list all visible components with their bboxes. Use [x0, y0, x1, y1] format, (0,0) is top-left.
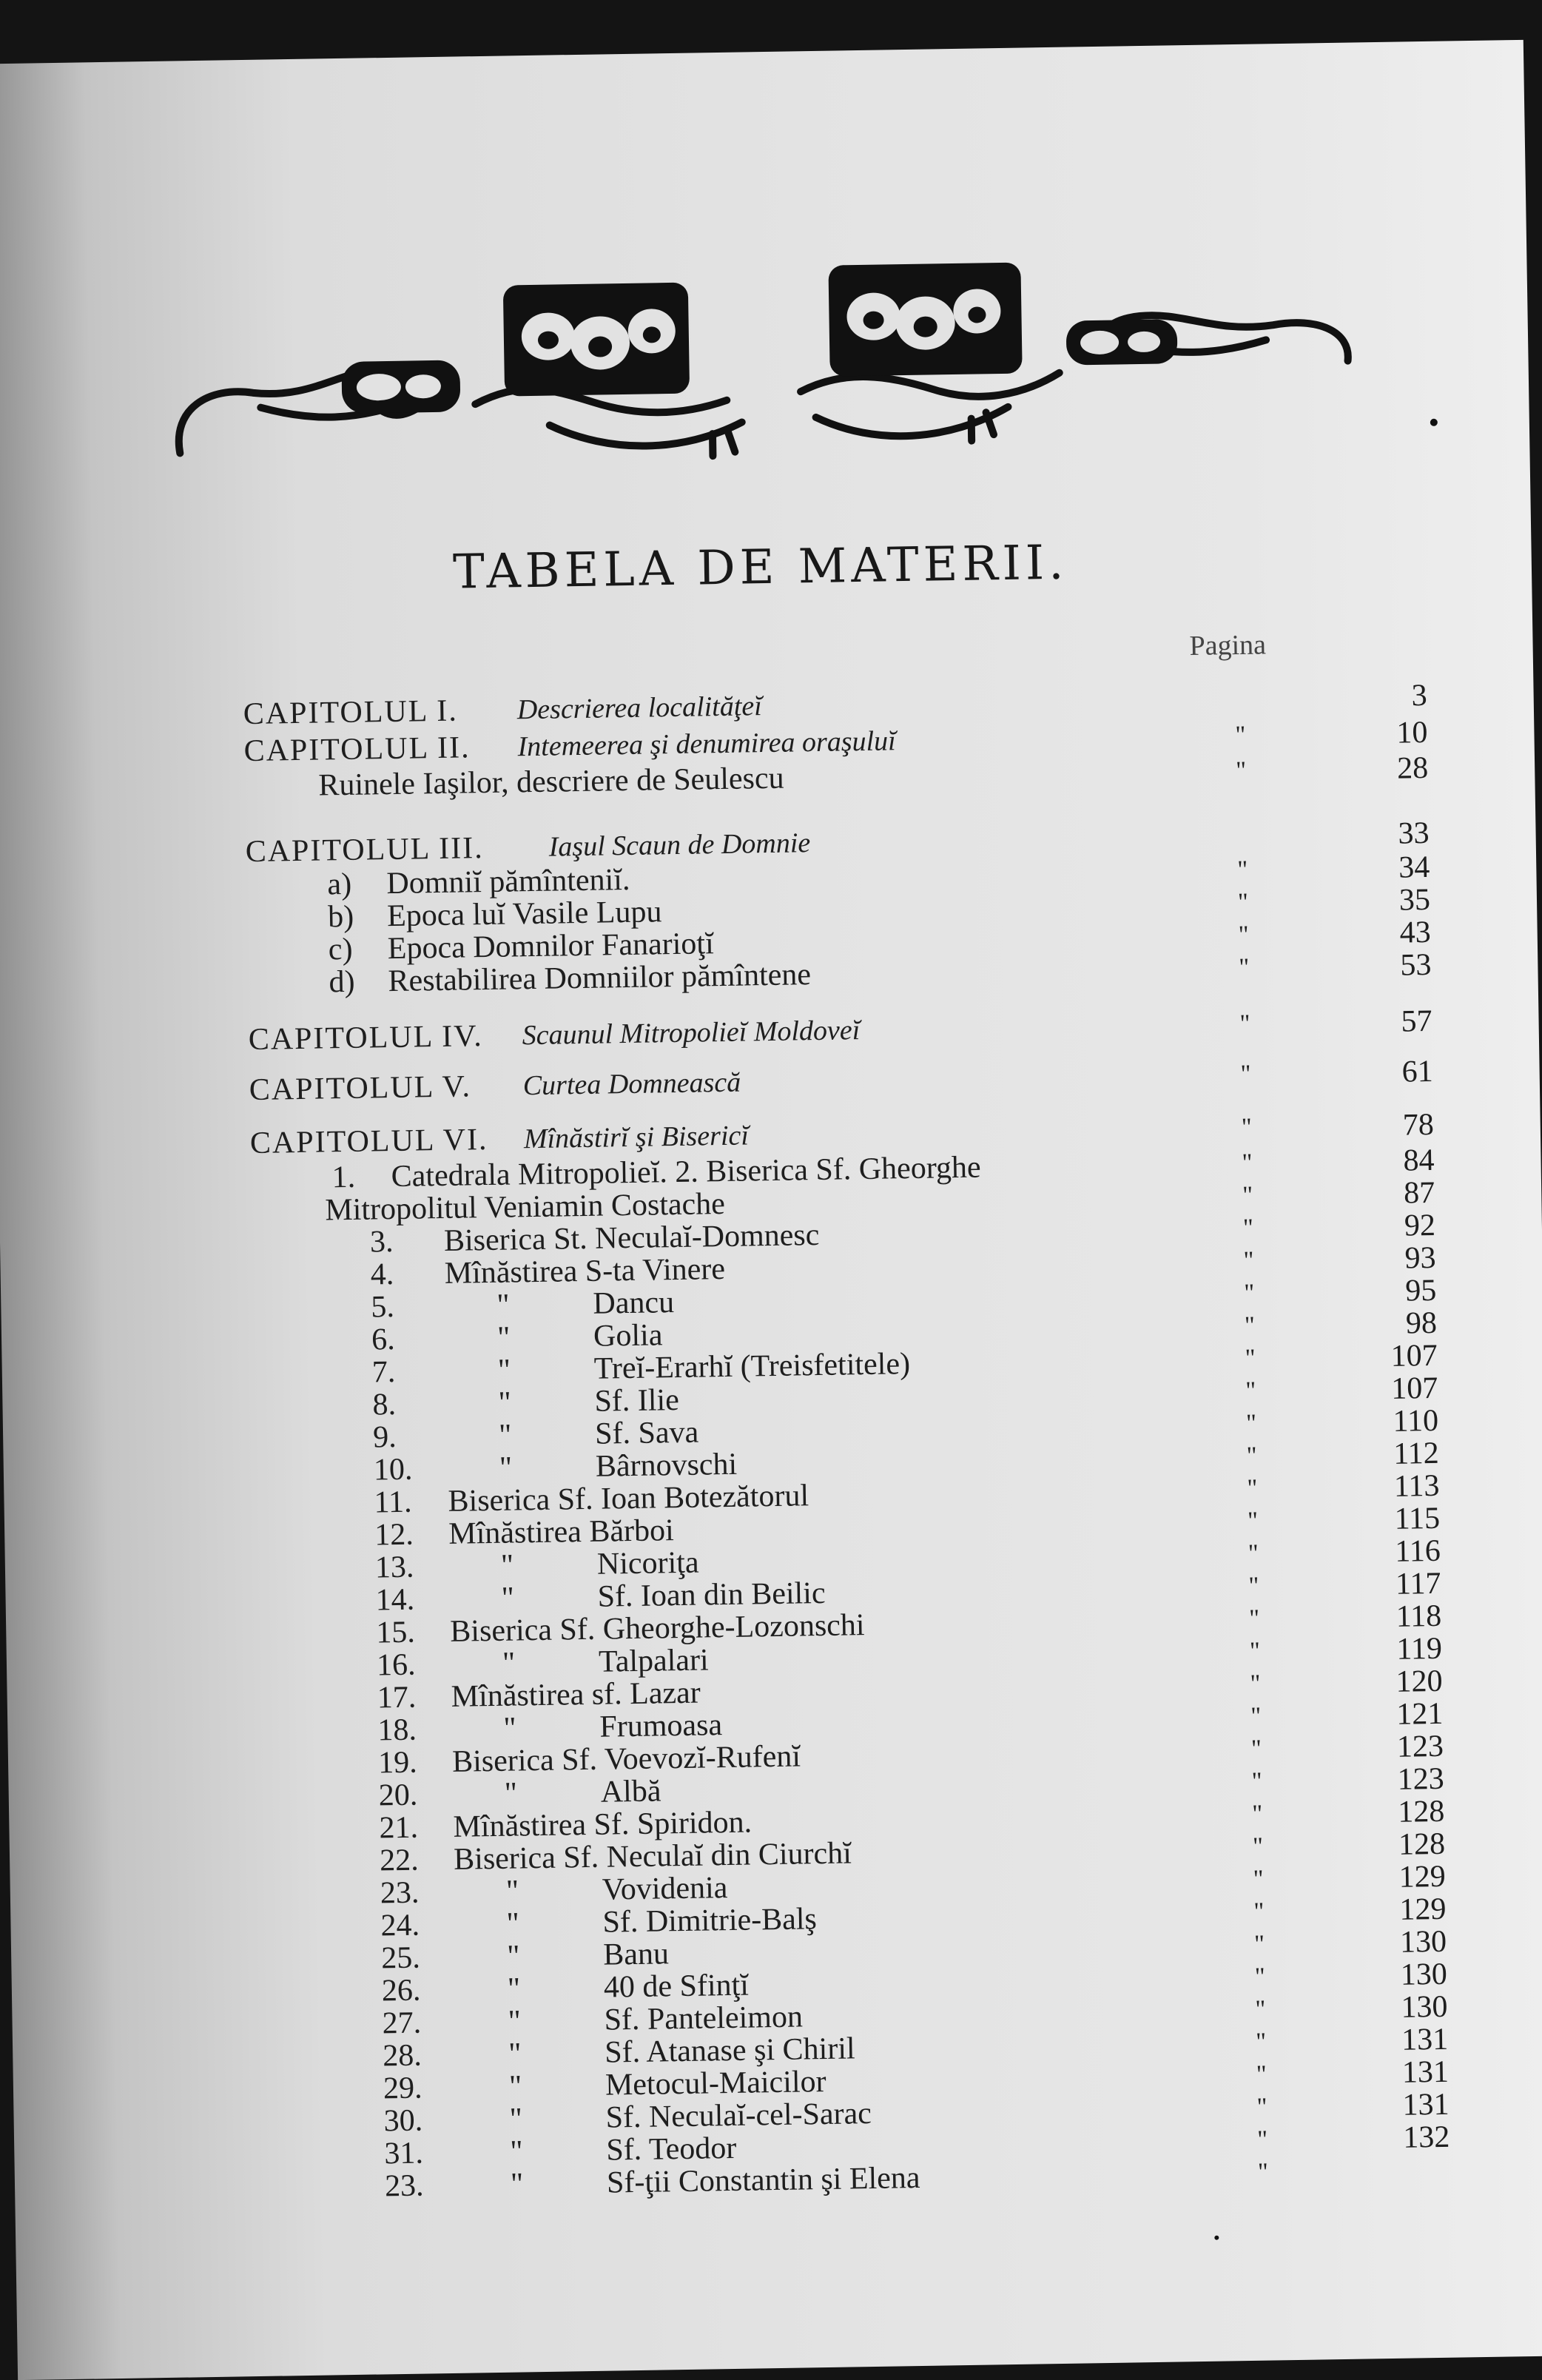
- ditto-mark: ": [501, 1581, 515, 1616]
- page-number: 3: [1411, 678, 1428, 713]
- page-number: 128: [1398, 1826, 1446, 1862]
- page-ditto-mark: ": [1242, 1181, 1253, 1209]
- item-title: Domniĭ pămînteniĭ.: [386, 862, 630, 901]
- item-number: 24.: [380, 1908, 420, 1943]
- page-number: 95: [1404, 1273, 1437, 1308]
- item-number: 21.: [379, 1810, 419, 1846]
- page-ditto-mark: ": [1253, 1897, 1265, 1926]
- page-number: 128: [1397, 1794, 1445, 1829]
- page-ditto-mark: ": [1250, 1670, 1261, 1698]
- page-ditto-mark: ": [1248, 1604, 1260, 1633]
- page-number: 28: [1396, 750, 1429, 786]
- item-number: 15.: [375, 1615, 416, 1650]
- page-number: 118: [1395, 1599, 1442, 1634]
- item-title: Mînăstirea sf. Lazar: [451, 1675, 701, 1714]
- page-ditto-mark: ": [1239, 953, 1250, 982]
- item-title: Albă: [600, 1774, 661, 1809]
- ditto-mark: ": [505, 1874, 519, 1909]
- ink-spot: [1214, 2236, 1219, 2240]
- page-number: 93: [1404, 1240, 1436, 1276]
- item-number: d): [329, 964, 355, 1000]
- item-number: 27.: [382, 2006, 422, 2041]
- ditto-mark: ": [503, 1711, 516, 1746]
- item-number: 23.: [384, 2168, 424, 2204]
- page-number: 116: [1394, 1533, 1441, 1569]
- item-number: 9.: [372, 1419, 397, 1455]
- page-title: TABELA DE MATERII.: [452, 535, 1069, 600]
- item-title: Nicoriţa: [596, 1545, 699, 1581]
- page-ditto-mark: ": [1256, 2125, 1268, 2154]
- item-title: Metocul-Maicilor: [605, 2064, 826, 2102]
- item-title: Sf. Ioan din Beilic: [597, 1576, 826, 1614]
- item-title: Epoca Domnilor Fanarioţĭ: [387, 927, 715, 967]
- ditto-mark: ": [498, 1418, 512, 1453]
- page-ditto-mark: ": [1241, 1113, 1252, 1141]
- ditto-mark: ": [510, 2134, 523, 2169]
- page-ditto-mark: ": [1239, 1009, 1250, 1038]
- page-ditto-mark: ": [1245, 1409, 1257, 1437]
- page-number: 121: [1395, 1696, 1444, 1732]
- page-ditto-mark: ": [1257, 2158, 1269, 2186]
- item-title: Mînăstirea Bărboi: [448, 1513, 675, 1551]
- page-ditto-mark: ": [1248, 1539, 1259, 1567]
- page-number: 78: [1402, 1107, 1435, 1143]
- item-title: Sf. Panteleimon: [604, 2000, 804, 2037]
- item-number: 4.: [370, 1257, 394, 1292]
- page-number: 61: [1401, 1054, 1433, 1089]
- chapter-label: CAPITOLUL III.: [245, 831, 485, 870]
- item-number: 20.: [378, 1778, 418, 1813]
- page-ditto-mark: ": [1245, 1376, 1256, 1405]
- item-title: Frumoasa: [599, 1708, 723, 1744]
- item-number: 25.: [380, 1940, 421, 1976]
- page-number: 113: [1393, 1468, 1440, 1504]
- item-title: Biserica Sf. Voevozĭ-Rufenĭ: [451, 1739, 801, 1779]
- page-number: 130: [1400, 1957, 1448, 1992]
- page-number: 117: [1395, 1566, 1441, 1601]
- item-title: Biserica Sf. Gheorghe-Lozonschi: [449, 1608, 865, 1649]
- page-ditto-mark: ": [1235, 756, 1247, 785]
- page-number: 129: [1399, 1892, 1447, 1927]
- page-ditto-mark: ": [1254, 1963, 1265, 1991]
- page-ditto-mark: ": [1250, 1735, 1262, 1763]
- page-number: 57: [1401, 1004, 1432, 1039]
- page-ditto-mark: ": [1245, 1344, 1256, 1372]
- ditto-mark: ": [508, 2004, 522, 2039]
- page-ditto-mark: ": [1244, 1279, 1255, 1307]
- item-title: 40 de Sfinţĭ: [603, 1968, 750, 2005]
- chapter-subject: Descrierea localităţeĭ: [516, 690, 763, 726]
- page-ditto-mark: ": [1252, 1832, 1264, 1860]
- ditto-mark: ": [506, 1939, 520, 1974]
- item-title: Restabilirea Domniilor pămîntene: [388, 958, 812, 999]
- item-number: 17.: [377, 1680, 417, 1715]
- ditto-mark: ": [509, 2102, 523, 2137]
- page-ditto-mark: ": [1237, 888, 1249, 917]
- ditto-mark: ": [508, 2069, 522, 2104]
- item-title: Mitropolitul Veniamin Costache: [325, 1186, 726, 1228]
- item-title: Catedrala Mitropolieĭ. 2. Biserica Sf. Gheorghe: [391, 1150, 981, 1194]
- item-title: Sf. Ilie: [594, 1382, 680, 1419]
- ditto-mark: ": [496, 1288, 510, 1322]
- floral-ornament-header: [162, 220, 1364, 475]
- page-ditto-mark: ": [1242, 1149, 1253, 1177]
- item-number: 3.: [369, 1225, 394, 1260]
- page-ditto-mark: ": [1247, 1507, 1259, 1535]
- chapter-subject: Intemeerea şi denumirea oraşuluĭ: [517, 725, 897, 763]
- page-ditto-mark: ": [1244, 1311, 1256, 1339]
- item-title: Talpalari: [598, 1643, 709, 1679]
- item-title: Biserica St. Neculaĭ-Domnesc: [443, 1217, 820, 1258]
- chapter-subject: Curtea Domnească: [522, 1066, 741, 1102]
- page-ditto-mark: ": [1251, 1767, 1262, 1795]
- page-number: 130: [1399, 1924, 1447, 1960]
- item-number: c): [328, 932, 353, 967]
- page-number: 112: [1393, 1436, 1440, 1471]
- page-number: 120: [1395, 1664, 1443, 1699]
- page-number: 35: [1398, 882, 1431, 918]
- item-number: 10.: [373, 1452, 413, 1488]
- item-title: Dancu: [593, 1285, 675, 1321]
- toc-chapter-row: [249, 1054, 1433, 1108]
- page-number: 130: [1401, 1989, 1448, 2025]
- page-number: 34: [1398, 850, 1430, 885]
- item-title: Bârnovschi: [595, 1447, 738, 1484]
- item-number: 5.: [371, 1290, 395, 1325]
- page-ditto-mark: ": [1252, 1800, 1263, 1828]
- page-ditto-mark: ": [1256, 2093, 1267, 2121]
- item-title: Banu: [602, 1937, 670, 1972]
- chapter-subject: Scaunul Mitropolieĭ Moldoveĭ: [522, 1015, 861, 1052]
- page-number: 92: [1404, 1208, 1436, 1243]
- page-ditto-mark: ": [1238, 921, 1249, 949]
- chapter-label: CAPITOLUL II.: [243, 730, 471, 769]
- pagina-column-label: Pagina: [1189, 629, 1267, 662]
- page-number: 107: [1390, 1371, 1438, 1406]
- item-title: Treĭ-Erarhĭ (Treisfetitele): [593, 1347, 911, 1386]
- page-ditto-mark: ": [1237, 855, 1248, 884]
- item-title: Golia: [593, 1318, 663, 1354]
- chapter-label: CAPITOLUL IV.: [248, 1019, 483, 1058]
- page-ditto-mark: ": [1250, 1702, 1262, 1730]
- page-number: 131: [1401, 2022, 1449, 2057]
- page-number: 107: [1390, 1338, 1438, 1374]
- item-number: 23.: [380, 1875, 420, 1911]
- item-title: Sf. Dimitrie-Balş: [602, 1902, 818, 1940]
- page-ditto-mark: ": [1253, 1865, 1264, 1893]
- ditto-mark: ": [507, 1971, 521, 2006]
- page-number: 43: [1399, 915, 1432, 950]
- page-number: 131: [1402, 2087, 1450, 2122]
- page-ditto-mark: ": [1235, 721, 1246, 750]
- page-ditto-mark: ": [1255, 1995, 1266, 2023]
- book-page: [0, 40, 1542, 2380]
- page-ditto-mark: ": [1253, 1930, 1265, 1958]
- item-number: 8.: [372, 1387, 397, 1422]
- page-number: 33: [1398, 816, 1430, 851]
- item-number: 13.: [374, 1550, 414, 1585]
- item-title: Sf. Teodor: [606, 2131, 737, 2168]
- item-title: Sf. Atanase şi Chiril: [604, 2031, 855, 2070]
- item-number: 31.: [384, 2136, 424, 2171]
- ditto-mark: ": [508, 2037, 522, 2071]
- item-title: Vovidenia: [602, 1871, 728, 1907]
- page-ditto-mark: ": [1246, 1442, 1257, 1470]
- item-number: 18.: [377, 1712, 417, 1748]
- item-title: Sf-ţii Constantin şi Elena: [606, 2160, 920, 2200]
- page-ditto-mark: ": [1248, 1572, 1259, 1600]
- page-ditto-mark: ": [1256, 2060, 1267, 2088]
- item-number: 30.: [383, 2103, 423, 2139]
- item-number: 28.: [382, 2038, 422, 2074]
- ditto-mark: ": [498, 1385, 512, 1420]
- item-title: Biserica Sf. Ioan Botezătorul: [448, 1479, 809, 1519]
- item-title: Epoca luĭ Vasile Lupu: [386, 895, 662, 934]
- ditto-mark: ": [499, 1450, 513, 1485]
- chapter-label: CAPITOLUL V.: [249, 1069, 472, 1108]
- page-number: 123: [1396, 1729, 1444, 1764]
- item-number: 6.: [371, 1322, 395, 1357]
- page-number: 132: [1402, 2120, 1450, 2155]
- item-number: 14.: [375, 1582, 415, 1618]
- page-ditto-mark: ": [1255, 2028, 1267, 2056]
- page-ditto-mark: ": [1242, 1214, 1254, 1242]
- chapter-subject: Mînăstirĭ şi Bisericĭ: [523, 1120, 750, 1155]
- page-ditto-mark: ": [1243, 1246, 1254, 1274]
- item-number: b): [327, 899, 354, 935]
- item-number: 29.: [383, 2071, 422, 2106]
- item-number: 26.: [381, 1973, 421, 2008]
- chapter-subject: Iaşul Scaun de Domnie: [548, 827, 811, 863]
- item-number: 22.: [379, 1843, 420, 1878]
- page-number: 98: [1405, 1305, 1438, 1341]
- item-number: a): [327, 867, 352, 902]
- page-number: 10: [1396, 715, 1428, 750]
- item-title: Sf. Neculaĭ-cel-Sarac: [605, 2097, 872, 2135]
- ditto-mark: ": [506, 1906, 520, 1941]
- page-ditto-mark: ": [1249, 1637, 1261, 1665]
- page-number: 131: [1401, 2054, 1450, 2090]
- page-ditto-mark: ": [1247, 1474, 1258, 1502]
- page-number: 84: [1403, 1143, 1435, 1178]
- item-title: Sf. Sava: [594, 1415, 699, 1451]
- ditto-mark: ": [500, 1548, 514, 1583]
- item-title: Ruinele Iaşilor, descriere de Seulescu: [318, 761, 784, 803]
- item-title: Mînăstirea Sf. Spiridon.: [453, 1805, 753, 1844]
- ditto-mark: ": [496, 1320, 511, 1355]
- ink-spot: [1430, 419, 1438, 426]
- page-number: 110: [1393, 1403, 1439, 1439]
- page-number: 115: [1394, 1501, 1441, 1536]
- page-ditto-mark: ": [1240, 1060, 1251, 1089]
- item-number: 7.: [371, 1354, 396, 1390]
- page-number: 119: [1396, 1631, 1443, 1667]
- toc-chapter-row: [248, 1004, 1432, 1058]
- chapter-label: CAPITOLUL VI.: [249, 1122, 488, 1161]
- item-number: 16.: [376, 1647, 416, 1683]
- ditto-mark: ": [510, 2167, 524, 2202]
- page-number: 129: [1398, 1859, 1447, 1895]
- page-number: 123: [1397, 1761, 1444, 1797]
- ditto-mark: ": [504, 1776, 518, 1811]
- page-number: 87: [1403, 1175, 1435, 1211]
- item-title: Mînăstirea S-ta Vinere: [444, 1251, 726, 1291]
- ditto-mark: ": [497, 1353, 511, 1388]
- page-number: 53: [1400, 947, 1432, 983]
- ditto-mark: ": [502, 1646, 516, 1681]
- chapter-label: CAPITOLUL I.: [243, 693, 459, 732]
- item-number: 19.: [377, 1745, 417, 1781]
- item-number: 12.: [374, 1517, 414, 1553]
- item-title: Biserica Sf. Neculaĭ din Ciurchĭ: [453, 1836, 852, 1877]
- item-number: 11.: [374, 1485, 412, 1520]
- item-number: 1.: [331, 1160, 356, 1195]
